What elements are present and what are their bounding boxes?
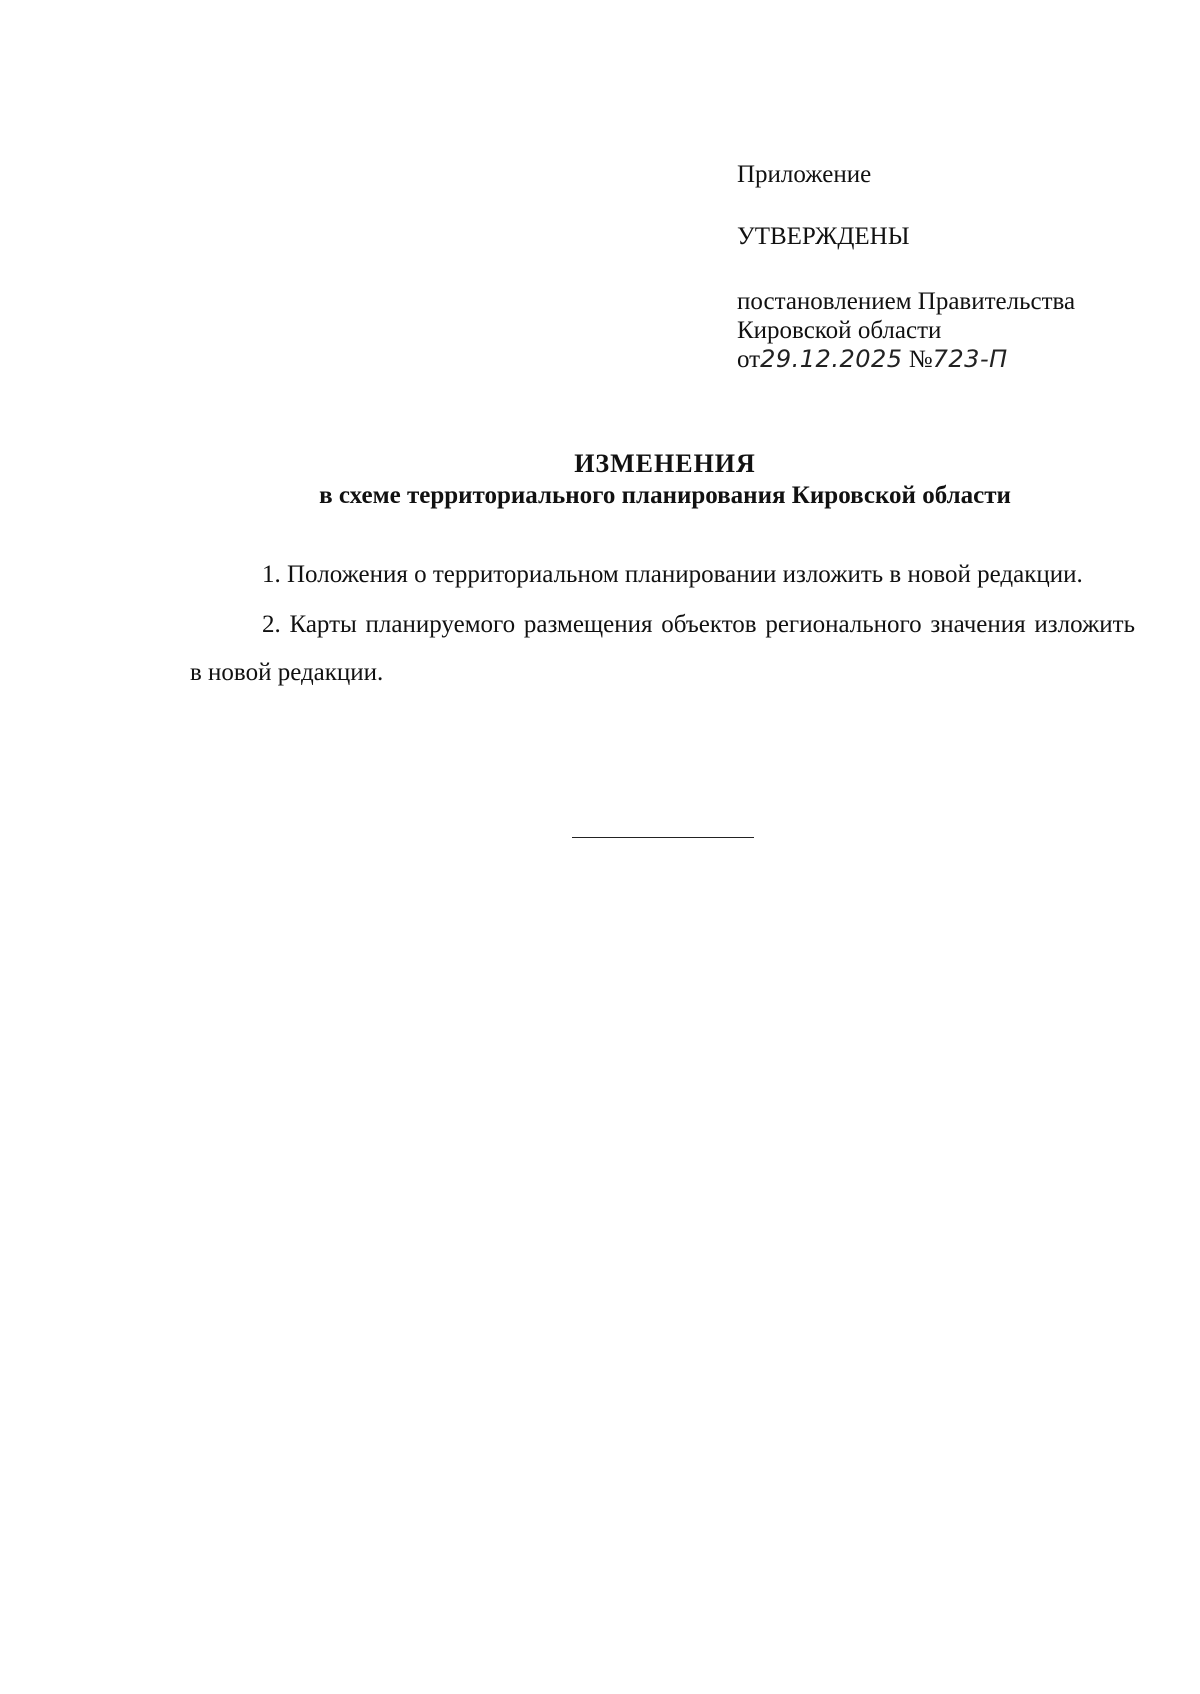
approved-label: УТВЕРЖДЕНЫ <box>737 223 910 250</box>
handwritten-number: 723-П <box>932 345 1008 373</box>
appendix-label: Приложение <box>737 161 872 188</box>
handwritten-date: 29.12.2025 <box>760 345 903 373</box>
document-body <box>190 551 1135 699</box>
decree-date-line <box>737 345 1177 374</box>
paragraph-1: 1. Положения о территориальном планировании изложить в новой редакции. <box>262 561 1083 588</box>
decree-line-1: постановлением Правительства <box>737 288 1076 315</box>
paragraph-2: 2. Карты планируемого размещения объектов регионального значения изложить в новой редакции. <box>190 611 1135 686</box>
title-main: ИЗМЕНЕНИЯ <box>574 449 756 478</box>
document-title <box>170 448 1160 512</box>
date-prefix: от <box>737 346 761 373</box>
decree-line-2: Кировской области <box>737 317 942 344</box>
closing-divider <box>572 837 754 838</box>
approval-block <box>737 160 1177 374</box>
title-subtitle: в схеме территориального планирования Кировской области <box>319 482 1011 509</box>
number-sign: № <box>908 346 933 373</box>
